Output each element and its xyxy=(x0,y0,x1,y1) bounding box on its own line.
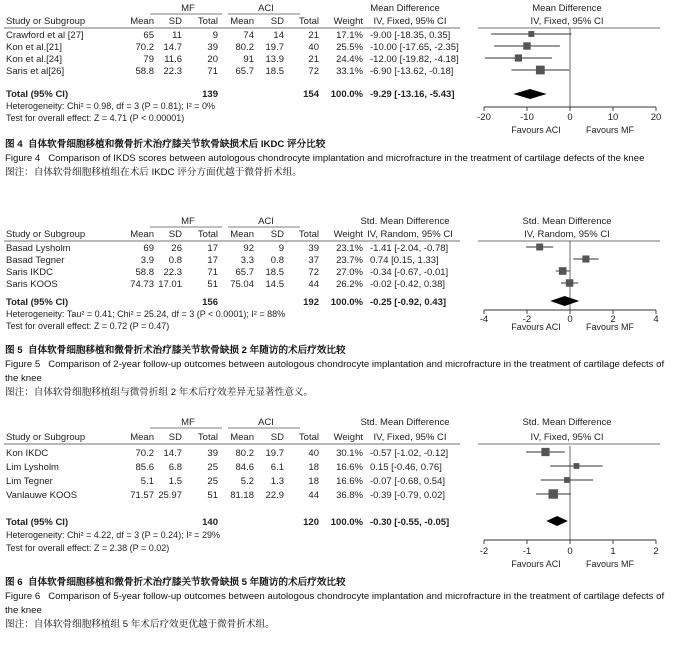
cell: 0.8 xyxy=(270,255,284,266)
x-tick-label: -2 xyxy=(479,546,489,557)
cell: 1.3 xyxy=(270,476,284,487)
sd-header: SD xyxy=(270,16,284,27)
effect-header: Std. Mean Difference xyxy=(360,417,450,428)
cell: -0.30 [-0.55, -0.05] xyxy=(370,517,450,528)
cell: 79 xyxy=(143,54,154,65)
caption-cn-label: 图 5 xyxy=(5,345,23,356)
cell: 100.0% xyxy=(330,517,363,528)
cell: 22.3 xyxy=(163,66,182,77)
caption-note: 图注：自体软骨细胞移植组 5 年术后疗效更优越于微骨折术组。 xyxy=(5,619,275,630)
cell: 58.8 xyxy=(135,267,154,278)
overall-effect-text: Test for overall effect: Z = 4.71 (P < 0.00001) xyxy=(6,113,185,123)
figure-5-caption xyxy=(5,344,673,400)
cell: 25.97 xyxy=(158,490,182,501)
x-tick-label: 0 xyxy=(567,112,573,123)
heterogeneity-text: Heterogeneity: Chi² = 0.98, df = 3 (P = 0.81); I² = 0% xyxy=(6,101,215,111)
x-tick-label: -2 xyxy=(522,314,532,325)
cell: 23.1% xyxy=(336,243,363,254)
favours-left-label: Favours ACI xyxy=(511,125,561,135)
total-row xyxy=(6,517,449,528)
caption-cn: 自体软骨细胞移植和微骨折术治疗膝关节软骨缺损术后 IKDC 评分比较 xyxy=(27,139,326,150)
cell: 22.9 xyxy=(265,490,284,501)
cell: 21 xyxy=(308,54,319,65)
table-row xyxy=(6,267,448,278)
method-header: IV, Fixed, 95% CI xyxy=(373,16,447,27)
group-aci-header: ACI xyxy=(258,417,274,428)
x-tick-label: 20 xyxy=(650,112,662,123)
caption-en: Comparison of IKDS scores between autologous chondrocyte implantation and microfracture in the treatment of cartilage defects of the knee xyxy=(48,153,645,164)
group-mf-header: MF xyxy=(181,417,195,428)
cell: 72 xyxy=(308,66,319,77)
cell: 74.73 xyxy=(130,279,154,290)
cell: 16.6% xyxy=(336,462,363,473)
cell: -10.00 [-17.65, -2.35] xyxy=(370,42,459,53)
figure-4-caption xyxy=(5,138,673,180)
table-row xyxy=(6,243,448,254)
total-label: Total (95% CI) xyxy=(6,517,69,528)
cell: 21 xyxy=(308,30,319,41)
table-row xyxy=(6,448,448,459)
cell: 25.5% xyxy=(336,42,363,53)
cell: 5.1 xyxy=(140,476,154,487)
cell: 19.7 xyxy=(265,42,284,53)
cell: 25 xyxy=(207,462,218,473)
sd-header: SD xyxy=(168,229,182,240)
caption-cn-label: 图 6 xyxy=(5,577,23,588)
study-point-marker xyxy=(559,267,567,275)
cell: 44 xyxy=(308,490,319,501)
cell: 25 xyxy=(207,476,218,487)
cell: 18 xyxy=(308,462,319,473)
cell: 69 xyxy=(143,243,154,254)
x-tick-label: -20 xyxy=(477,112,491,123)
x-tick-label: 0 xyxy=(567,546,573,557)
study-name: Saris et al[26] xyxy=(6,66,65,77)
table-row xyxy=(6,54,459,65)
cell: 26 xyxy=(171,243,182,254)
forest-plot-area xyxy=(477,28,661,123)
study-column-header: Study or Subgroup xyxy=(6,229,86,240)
x-tick-label: 1 xyxy=(610,546,616,557)
cell: 18.5 xyxy=(265,66,284,77)
forest-plot-area xyxy=(480,446,659,557)
cell: 40 xyxy=(308,448,319,459)
cell: 80.2 xyxy=(235,448,254,459)
cell: -1.41 [-2.04, -0.78] xyxy=(370,243,449,254)
cell: -9.29 [-13.16, -5.43] xyxy=(370,89,455,100)
cell: 3.9 xyxy=(140,255,154,266)
x-tick-label: 0 xyxy=(567,314,573,325)
plot-header: Std. Mean Difference xyxy=(522,417,612,428)
caption-en-label: Figure 6 xyxy=(5,591,41,602)
study-point-marker xyxy=(515,54,522,61)
favours-left-label: Favours ACI xyxy=(511,322,561,332)
cell: 13.9 xyxy=(265,54,284,65)
total-header: Total xyxy=(197,16,218,27)
cell: 14.7 xyxy=(163,448,182,459)
weight-header: Weight xyxy=(333,229,363,240)
cell: 3.3 xyxy=(240,255,254,266)
weight-header: Weight xyxy=(333,432,363,443)
table-row xyxy=(6,66,453,77)
caption-en-label: Figure 5 xyxy=(5,359,41,370)
caption-en: Comparison of 2-year follow-up outcomes between autologous chondrocyte implantation and microfracture in the treatment of cartilage defects of the knee xyxy=(5,359,665,384)
cell: 120 xyxy=(303,517,319,528)
method-header: IV, Fixed, 95% CI xyxy=(373,432,447,443)
pooled-estimate-diamond xyxy=(546,516,568,526)
cell: 17.1% xyxy=(336,30,363,41)
mean-header: Mean xyxy=(230,16,254,27)
effect-header: Std. Mean Difference xyxy=(360,216,450,227)
total-header: Total xyxy=(197,432,218,443)
study-name: Crawford et al [27] xyxy=(6,30,84,41)
table-row xyxy=(6,279,445,290)
cell: 100.0% xyxy=(330,297,363,308)
overall-effect-text: Test for overall effect: Z = 0.72 (P = 0.47) xyxy=(6,321,170,331)
cell: 39 xyxy=(308,243,319,254)
group-aci-header: ACI xyxy=(258,216,274,227)
cell: -9.00 [-18.35, 0.35] xyxy=(370,30,451,41)
cell: 65.7 xyxy=(235,267,254,278)
sd-header: SD xyxy=(270,432,284,443)
cell: 84.6 xyxy=(235,462,254,473)
study-point-marker xyxy=(549,489,558,498)
sd-header: SD xyxy=(270,229,284,240)
study-name: Lim Lysholm xyxy=(6,462,59,473)
cell: 85.6 xyxy=(135,462,154,473)
cell: -0.25 [-0.92, 0.43] xyxy=(370,297,447,308)
mean-header: Mean xyxy=(130,432,154,443)
study-point-marker xyxy=(582,255,589,262)
study-column-header: Study or Subgroup xyxy=(6,432,86,443)
plot-method-header: IV, Fixed, 95% CI xyxy=(530,16,604,27)
total-label: Total (95% CI) xyxy=(6,297,69,308)
total-header: Total xyxy=(298,432,319,443)
table-row xyxy=(6,30,450,41)
caption-cn-label: 图 4 xyxy=(5,139,23,150)
cell: -0.39 [-0.79, 0.02] xyxy=(370,490,445,501)
cell: 30.1% xyxy=(336,448,363,459)
cell: 80.2 xyxy=(235,42,254,53)
group-mf-header: MF xyxy=(181,216,195,227)
total-header: Total xyxy=(197,229,218,240)
study-point-marker xyxy=(574,463,580,469)
cell: 81.18 xyxy=(230,490,254,501)
cell: 14.7 xyxy=(163,42,182,53)
cell: 40 xyxy=(308,42,319,53)
cell: 51 xyxy=(207,490,218,501)
group-aci-header: ACI xyxy=(258,3,274,14)
cell: 92 xyxy=(243,243,254,254)
cell: 6.8 xyxy=(168,462,182,473)
cell: 71.57 xyxy=(130,490,154,501)
caption-cn: 自体软骨细胞移植和微骨折术治疗膝关节软骨缺损 5 年随访的术后疗效比较 xyxy=(27,577,346,588)
cell: 23.7% xyxy=(336,255,363,266)
pooled-estimate-diamond xyxy=(513,89,546,99)
cell: 20 xyxy=(207,54,218,65)
caption-en: Comparison of 5-year follow-up outcomes between autologous chondrocyte implantation and microfracture in the treatment of cartilage defects of the knee xyxy=(5,591,665,616)
cell: 1.5 xyxy=(168,476,182,487)
cell: -0.02 [-0.42, 0.38] xyxy=(370,279,445,290)
x-tick-label: -4 xyxy=(479,314,489,325)
study-name: Saris IKDC xyxy=(6,267,53,278)
sd-header: SD xyxy=(168,16,182,27)
caption-cn: 自体软骨细胞移植和微骨折术治疗膝关节软骨缺损 2 年随访的术后疗效比较 xyxy=(27,345,346,356)
cell: 16.6% xyxy=(336,476,363,487)
study-point-marker xyxy=(536,66,545,75)
plot-method-header: IV, Random, 95% CI xyxy=(524,229,610,240)
cell: 71 xyxy=(207,267,218,278)
method-header: IV, Random, 95% CI xyxy=(367,229,453,240)
table-row xyxy=(6,490,445,501)
cell: 24.4% xyxy=(336,54,363,65)
cell: 44 xyxy=(308,279,319,290)
mean-header: Mean xyxy=(130,16,154,27)
cell: 36.8% xyxy=(336,490,363,501)
forest-plot-figure-6 xyxy=(0,414,676,584)
caption-en-label: Figure 4 xyxy=(5,153,41,164)
cell: 9 xyxy=(212,30,218,41)
cell: -6.90 [-13.62, -0.18] xyxy=(370,66,454,77)
study-name: Basad Tegner xyxy=(6,255,65,266)
cell: 51 xyxy=(207,279,218,290)
cell: 75.04 xyxy=(230,279,254,290)
mean-header: Mean xyxy=(130,229,154,240)
total-label: Total (95% CI) xyxy=(6,89,69,100)
cell: 70.2 xyxy=(135,448,154,459)
cell: 65.7 xyxy=(235,66,254,77)
study-name: Saris KOOS xyxy=(6,279,58,290)
total-header: Total xyxy=(298,16,319,27)
cell: 154 xyxy=(303,89,319,100)
weight-header: Weight xyxy=(333,16,363,27)
overall-effect-text: Test for overall effect: Z = 2.38 (P = 0.02) xyxy=(6,543,170,553)
cell: -12.00 [-19.82, -4.18] xyxy=(370,54,459,65)
cell: 65 xyxy=(143,30,154,41)
cell: 0.15 [-0.46, 0.76] xyxy=(370,462,442,473)
cell: 58.8 xyxy=(135,66,154,77)
cell: 71 xyxy=(207,66,218,77)
cell: 11 xyxy=(172,30,182,41)
table-row xyxy=(6,462,442,473)
cell: -0.34 [-0.67, -0.01] xyxy=(370,267,449,278)
study-point-marker xyxy=(541,448,549,456)
mean-header: Mean xyxy=(230,229,254,240)
study-point-marker xyxy=(566,279,574,287)
cell: 14 xyxy=(273,30,284,41)
cell: 18.5 xyxy=(265,267,284,278)
forest-plot-area xyxy=(480,241,659,325)
x-tick-label: -1 xyxy=(522,546,532,557)
study-point-marker xyxy=(528,31,534,37)
cell: 39 xyxy=(207,448,218,459)
x-tick-label: 2 xyxy=(653,546,659,557)
forest-plot-figure-4 xyxy=(0,0,676,158)
favours-left-label: Favours ACI xyxy=(511,559,561,569)
table-row xyxy=(6,255,439,266)
cell: 100.0% xyxy=(330,89,363,100)
x-tick-label: 2 xyxy=(610,314,616,325)
study-name: Basad Lysholm xyxy=(6,243,71,254)
cell: 192 xyxy=(303,297,319,308)
cell: 139 xyxy=(202,89,218,100)
cell: 37 xyxy=(308,255,319,266)
group-mf-header: MF xyxy=(181,3,195,14)
cell: 27.0% xyxy=(336,267,363,278)
cell: 74 xyxy=(243,30,254,41)
total-row xyxy=(6,89,455,100)
cell: 17.01 xyxy=(158,279,182,290)
figure-6-caption xyxy=(5,576,673,632)
x-tick-label: 4 xyxy=(653,314,659,325)
cell: 26.2% xyxy=(336,279,363,290)
study-name: Kon IKDC xyxy=(6,448,49,459)
effect-header: Mean Difference xyxy=(370,3,440,14)
x-tick-label: -10 xyxy=(520,112,534,123)
total-row xyxy=(6,297,446,308)
cell: 39 xyxy=(207,42,218,53)
cell: 0.74 [0.15, 1.33] xyxy=(370,255,439,266)
cell: 156 xyxy=(202,297,218,308)
caption-note: 图注：自体软骨细胞移植组在术后 IKDC 评分方面优越于微骨折术组。 xyxy=(5,167,302,178)
cell: 6.1 xyxy=(270,462,284,473)
study-name: Kon et al.[24] xyxy=(6,54,62,65)
favours-right-label: Favours MF xyxy=(585,559,635,569)
cell: 9 xyxy=(278,243,284,254)
cell: 14.5 xyxy=(265,279,284,290)
plot-header: Mean Difference xyxy=(532,3,602,14)
cell: 11.6 xyxy=(164,54,182,65)
study-name: Vanlauwe KOOS xyxy=(6,490,78,501)
study-point-marker xyxy=(564,477,570,483)
cell: 0.8 xyxy=(168,255,182,266)
cell: 17 xyxy=(207,255,218,266)
cell: 70.2 xyxy=(135,42,154,53)
cell: 19.7 xyxy=(265,448,284,459)
cell: 140 xyxy=(202,517,218,528)
study-name: Kon et al.[21] xyxy=(6,42,62,53)
cell: 33.1% xyxy=(336,66,363,77)
caption-note: 图注：自体软骨细胞移植组与微骨折组 2 年术后疗效差异无显著性意义。 xyxy=(5,387,314,398)
heterogeneity-text: Heterogeneity: Tau² = 0.41; Chi² = 25.24, df = 3 (P < 0.0001); I² = 88% xyxy=(6,309,286,319)
study-name: Lim Tegner xyxy=(6,476,53,487)
study-point-marker xyxy=(536,244,543,251)
table-row xyxy=(6,476,445,487)
cell: 17 xyxy=(207,243,218,254)
pooled-estimate-diamond xyxy=(550,296,579,306)
heterogeneity-text: Heterogeneity: Chi² = 4.22, df = 3 (P = 0.24); I² = 29% xyxy=(6,530,220,540)
favours-right-label: Favours MF xyxy=(585,125,635,135)
cell: 22.3 xyxy=(163,267,182,278)
cell: -0.57 [-1.02, -0.12] xyxy=(370,448,449,459)
cell: 91 xyxy=(243,54,254,65)
plot-header: Std. Mean Difference xyxy=(522,216,612,227)
sd-header: SD xyxy=(168,432,182,443)
plot-method-header: IV, Fixed, 95% CI xyxy=(530,432,604,443)
cell: -0.07 [-0.68, 0.54] xyxy=(370,476,445,487)
x-tick-label: 10 xyxy=(607,112,619,123)
study-point-marker xyxy=(523,42,530,49)
cell: 72 xyxy=(308,267,319,278)
table-row xyxy=(6,42,459,53)
mean-header: Mean xyxy=(230,432,254,443)
cell: 18 xyxy=(308,476,319,487)
cell: 5.2 xyxy=(240,476,254,487)
total-header: Total xyxy=(298,229,319,240)
study-column-header: Study or Subgroup xyxy=(6,16,86,27)
favours-right-label: Favours MF xyxy=(585,322,635,332)
